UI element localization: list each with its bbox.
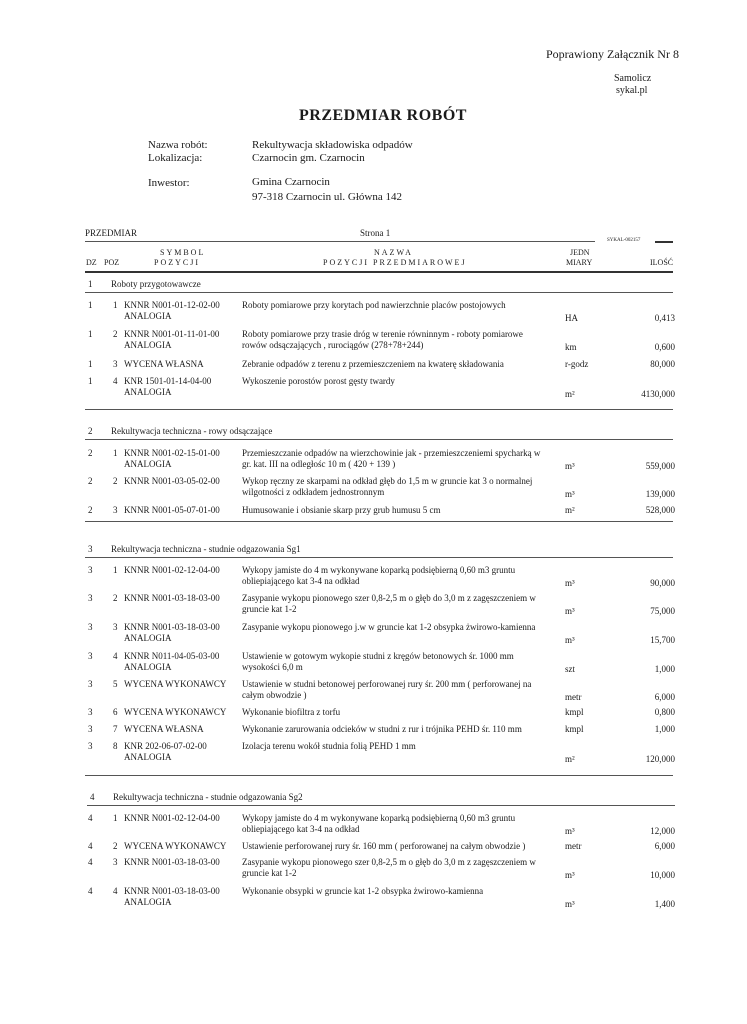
cell-poz: 1 [113, 813, 118, 823]
cell-quantity: 80,000 [650, 359, 675, 369]
cell-dz: 3 [88, 622, 93, 632]
col-dz: DZ [86, 258, 97, 267]
cell-name: Zasypanie wykopu pionowego szer 0,8-2,5 m o głęb do 3,0 m z zagęszczeniem w [242, 857, 536, 867]
cell-symbol: WYCENA WYKONAWCY [124, 679, 227, 689]
cell-poz: 2 [113, 476, 118, 486]
cell-unit: HA [565, 313, 578, 323]
section-title: Rekultywacja techniczna - rowy odsączające [111, 426, 273, 436]
section-title: Roboty przygotowawcze [111, 279, 201, 289]
cell-poz: 1 [113, 300, 118, 310]
cell-dz: 1 [88, 329, 93, 339]
cell-quantity: 1,000 [654, 664, 675, 674]
divider [87, 805, 675, 806]
divider [85, 557, 673, 558]
cell-symbol-ext: ANALOGIA [124, 897, 172, 907]
cell-symbol-ext: ANALOGIA [124, 387, 172, 397]
cell-unit: metr [565, 692, 582, 702]
cell-unit: m³ [565, 461, 575, 471]
cell-poz: 3 [113, 622, 118, 632]
cell-unit: m² [565, 389, 575, 399]
cell-quantity: 12,000 [650, 826, 675, 836]
cell-symbol: WYCENA WYKONAWCY [124, 707, 227, 717]
cell-name: Zasypanie wykopu pionowego j.w w gruncie kat 1-2 obsypka żwirowo-kamienna [242, 622, 536, 632]
cell-unit: kmpl [565, 707, 584, 717]
cell-poz: 1 [113, 565, 118, 575]
cell-symbol: KNR 1501-01-14-04-00 [124, 376, 212, 386]
cell-poz: 4 [113, 376, 118, 386]
cell-dz: 4 [88, 886, 93, 896]
cell-name: Wykonanie obsypki w gruncie kat 1-2 obsypka żwirowo-kamienna [242, 886, 484, 896]
label-location: Lokalizacja: [148, 152, 203, 164]
cell-quantity: 4130,000 [641, 389, 675, 399]
investor-line2: 97-318 Czarnocin ul. Główna 142 [252, 191, 402, 203]
cell-quantity: 139,000 [645, 489, 675, 499]
cell-quantity: 6,000 [654, 841, 675, 851]
cell-symbol: KNNR N011-04-05-03-00 [124, 651, 220, 661]
cell-name-cont: całym obwodzie ) [242, 690, 307, 700]
page-number: Strona 1 [360, 228, 391, 238]
cell-dz: 1 [88, 376, 93, 386]
cell-dz: 2 [88, 505, 93, 515]
cell-dz: 4 [88, 841, 93, 851]
cell-symbol: KNNR N001-03-18-03-00 [124, 886, 220, 896]
cell-unit: m³ [565, 606, 575, 616]
cell-poz: 3 [113, 857, 118, 867]
cell-unit: m³ [565, 489, 575, 499]
cell-dz: 2 [88, 476, 93, 486]
cell-poz: 8 [113, 741, 118, 751]
cell-name-cont: wilgotności z odkładem jednostronnym [242, 487, 385, 497]
label-work-name: Nazwa robót: [148, 139, 208, 151]
cell-name-cont: obliepiającego kat 3-4 na odkład [242, 576, 360, 586]
cell-poz: 6 [113, 707, 118, 717]
cell-unit: r-godz [565, 359, 589, 369]
cell-name: Przemieszczanie odpadów na wierzchowinie jak - przemieszczeniemi spycharką w [242, 448, 541, 458]
cell-symbol: KNNR N001-03-18-03-00 [124, 622, 220, 632]
cell-name: Zasypanie wykopu pionowego szer 0,8-2,5 m o głęb do 3,0 m z zagęszczeniem w [242, 593, 536, 603]
cell-quantity: 120,000 [645, 754, 675, 764]
cell-quantity: 15,700 [650, 635, 675, 645]
cell-quantity: 528,000 [645, 505, 675, 515]
cell-quantity: 90,000 [650, 578, 675, 588]
cell-quantity: 1,000 [654, 724, 675, 734]
cell-unit: m² [565, 505, 575, 515]
document-type-label: PRZEDMIAR [85, 228, 138, 238]
author-site: sykal.pl [616, 85, 648, 96]
divider [85, 271, 673, 273]
cell-symbol: KNNR N001-03-18-03-00 [124, 857, 220, 867]
cell-name: Wykopy jamiste do 4 m wykonywane koparką podsiębierną 0,60 m3 gruntu [242, 813, 516, 823]
cell-dz: 3 [88, 679, 93, 689]
cell-poz: 4 [113, 886, 118, 896]
divider [85, 775, 673, 776]
cell-symbol: KNNR N001-03-18-03-00 [124, 593, 220, 603]
cell-name: Wykonanie biofiltra z torfu [242, 707, 341, 717]
cell-name-cont: wysokości 6,0 m [242, 662, 303, 672]
cell-name: Wykopy jamiste do 4 m wykonywane koparką podsiębierną 0,60 m3 gruntu [242, 565, 516, 575]
cell-symbol: WYCENA WŁASNA [124, 359, 204, 369]
cell-quantity: 10,000 [650, 870, 675, 880]
cell-poz: 5 [113, 679, 118, 689]
document-code: SYKAL-002157 [607, 238, 641, 243]
author-name: Samolicz [614, 73, 652, 84]
cell-dz: 4 [88, 857, 93, 867]
cell-symbol: KNR 202-06-07-02-00 [124, 741, 207, 751]
cell-symbol-ext: ANALOGIA [124, 340, 172, 350]
cell-name: Roboty pomiarowe przy korytach pod nawierzchnie placów postojowych [242, 300, 506, 310]
cell-quantity: 0,600 [654, 342, 675, 352]
cell-symbol: WYCENA WYKONAWCY [124, 841, 227, 851]
cell-unit: m³ [565, 826, 575, 836]
cell-poz: 3 [113, 505, 118, 515]
cell-name: Ustawienie w studni betonowej perforowanej rury śr. 200 mm ( perforowanej na [242, 679, 532, 689]
col-symbol-line2: POZYCJI [154, 258, 201, 267]
cell-dz: 3 [88, 724, 93, 734]
cell-dz: 3 [88, 707, 93, 717]
col-name-line1: NAZWA [374, 248, 413, 257]
cell-symbol-ext: ANALOGIA [124, 752, 172, 762]
cell-name: Wykop ręczny ze skarpami na odkład głęb do 1,5 m w gruncie kat 3 o normalnej [242, 476, 533, 486]
cell-name: Humusowanie i obsianie skarp przy grub humusu 5 cm [242, 505, 441, 515]
cell-quantity: 6,000 [654, 692, 675, 702]
divider [655, 241, 673, 243]
cell-poz: 2 [113, 841, 118, 851]
cell-unit: metr [565, 841, 582, 851]
cell-dz: 3 [88, 651, 93, 661]
cell-name: Wykonanie zarurowania odcieków w studni z rur i trójnika PEHD śr. 110 mm [242, 724, 522, 734]
cell-unit: m³ [565, 899, 575, 909]
col-qty: ILOŚĆ [650, 258, 674, 267]
cell-dz: 1 [88, 300, 93, 310]
cell-name: Wykoszenie porostów porost gęsty twardy [242, 376, 395, 386]
col-poz: POZ [104, 258, 120, 267]
cell-name-cont: gruncie kat 1-2 [242, 868, 297, 878]
cell-poz: 3 [113, 359, 118, 369]
cell-dz: 3 [88, 741, 93, 751]
attachment-label: Poprawiony Załącznik Nr 8 [546, 47, 679, 61]
divider [85, 521, 673, 522]
col-unit-line1: JEDN [570, 248, 590, 257]
cell-unit: kmpl [565, 724, 584, 734]
section-title: Rekultywacja techniczna - studnie odgazowania Sg1 [111, 544, 301, 554]
cell-name-cont: obliepiającego kat 3-4 na odkład [242, 824, 360, 834]
cell-quantity: 559,000 [645, 461, 675, 471]
label-investor: Inwestor: [148, 177, 190, 189]
cell-name-cont: gruncie kat 1-2 [242, 604, 297, 614]
cell-unit: m³ [565, 578, 575, 588]
cell-dz: 1 [88, 359, 93, 369]
cell-poz: 4 [113, 651, 118, 661]
page-title: PRZEDMIAR ROBÓT [299, 107, 467, 124]
divider [85, 409, 673, 410]
col-unit-line2: MIARY [566, 258, 593, 267]
cell-symbol: KNNR N001-02-12-04-00 [124, 813, 220, 823]
cell-poz: 2 [113, 329, 118, 339]
cell-name: Izolacja terenu wokół studnia folią PEHD 1 mm [242, 741, 416, 751]
cell-unit: m² [565, 754, 575, 764]
cell-symbol: KNNR N001-02-12-04-00 [124, 565, 220, 575]
cell-poz: 2 [113, 593, 118, 603]
location-value: Czarnocin gm. Czarnocin [252, 152, 365, 164]
cell-unit: szt [565, 664, 575, 674]
cell-symbol-ext: ANALOGIA [124, 633, 172, 643]
work-name-value: Rekultywacja składowiska odpadów [252, 139, 413, 151]
cell-unit: km [565, 342, 577, 352]
cell-dz: 3 [88, 565, 93, 575]
cell-symbol-ext: ANALOGIA [124, 459, 172, 469]
cell-name: Ustawienie w gotowym wykopie studni z kręgów betonowych śr. 1000 mm [242, 651, 514, 661]
cell-symbol-ext: ANALOGIA [124, 662, 172, 672]
col-name-line2: POZYCJI PRZEDMIAROWEJ [323, 258, 467, 267]
cell-unit: m³ [565, 870, 575, 880]
cell-poz: 1 [113, 448, 118, 458]
cell-symbol: KNNR N001-02-15-01-00 [124, 448, 220, 458]
cell-quantity: 0,800 [654, 707, 675, 717]
cell-name-cont: gr. kat. III na odległośc 10 m ( 420 + 139 ) [242, 459, 396, 469]
cell-name: Roboty pomiarowe przy trasie dróg w terenie równinnym - roboty pomiarowe [242, 329, 523, 339]
divider [85, 439, 673, 440]
cell-symbol: KNNR N001-05-07-01-00 [124, 505, 220, 515]
cell-unit: m³ [565, 635, 575, 645]
divider [85, 292, 673, 293]
cell-symbol: WYCENA WŁASNA [124, 724, 204, 734]
cell-name-cont: rowów odsączających , rurociągów (278+78+244) [242, 340, 424, 350]
cell-quantity: 1,400 [654, 899, 675, 909]
cell-symbol: KNNR N001-03-05-02-00 [124, 476, 220, 486]
cell-poz: 7 [113, 724, 118, 734]
cell-symbol-ext: ANALOGIA [124, 311, 172, 321]
cell-dz: 2 [88, 448, 93, 458]
cell-quantity: 0,413 [654, 313, 675, 323]
investor-line1: Gmina Czarnocin [252, 176, 330, 188]
section-title: Rekultywacja techniczna - studnie odgazowania Sg2 [113, 792, 303, 802]
cell-dz: 4 [88, 813, 93, 823]
cell-name: Ustawienie perforowanej rury śr. 160 mm ( perforowanej na całym obwodzie ) [242, 841, 526, 851]
cell-symbol: KNNR N001-01-11-01-00 [124, 329, 220, 339]
col-symbol-line1: SYMBOL [160, 248, 206, 257]
cell-symbol: KNNR N001-01-12-02-00 [124, 300, 220, 310]
cell-dz: 3 [88, 593, 93, 603]
cell-name: Zebranie odpadów z terenu z przemieszczeniem na kwaterę składowania [242, 359, 504, 369]
divider [85, 241, 595, 242]
cell-quantity: 75,000 [650, 606, 675, 616]
